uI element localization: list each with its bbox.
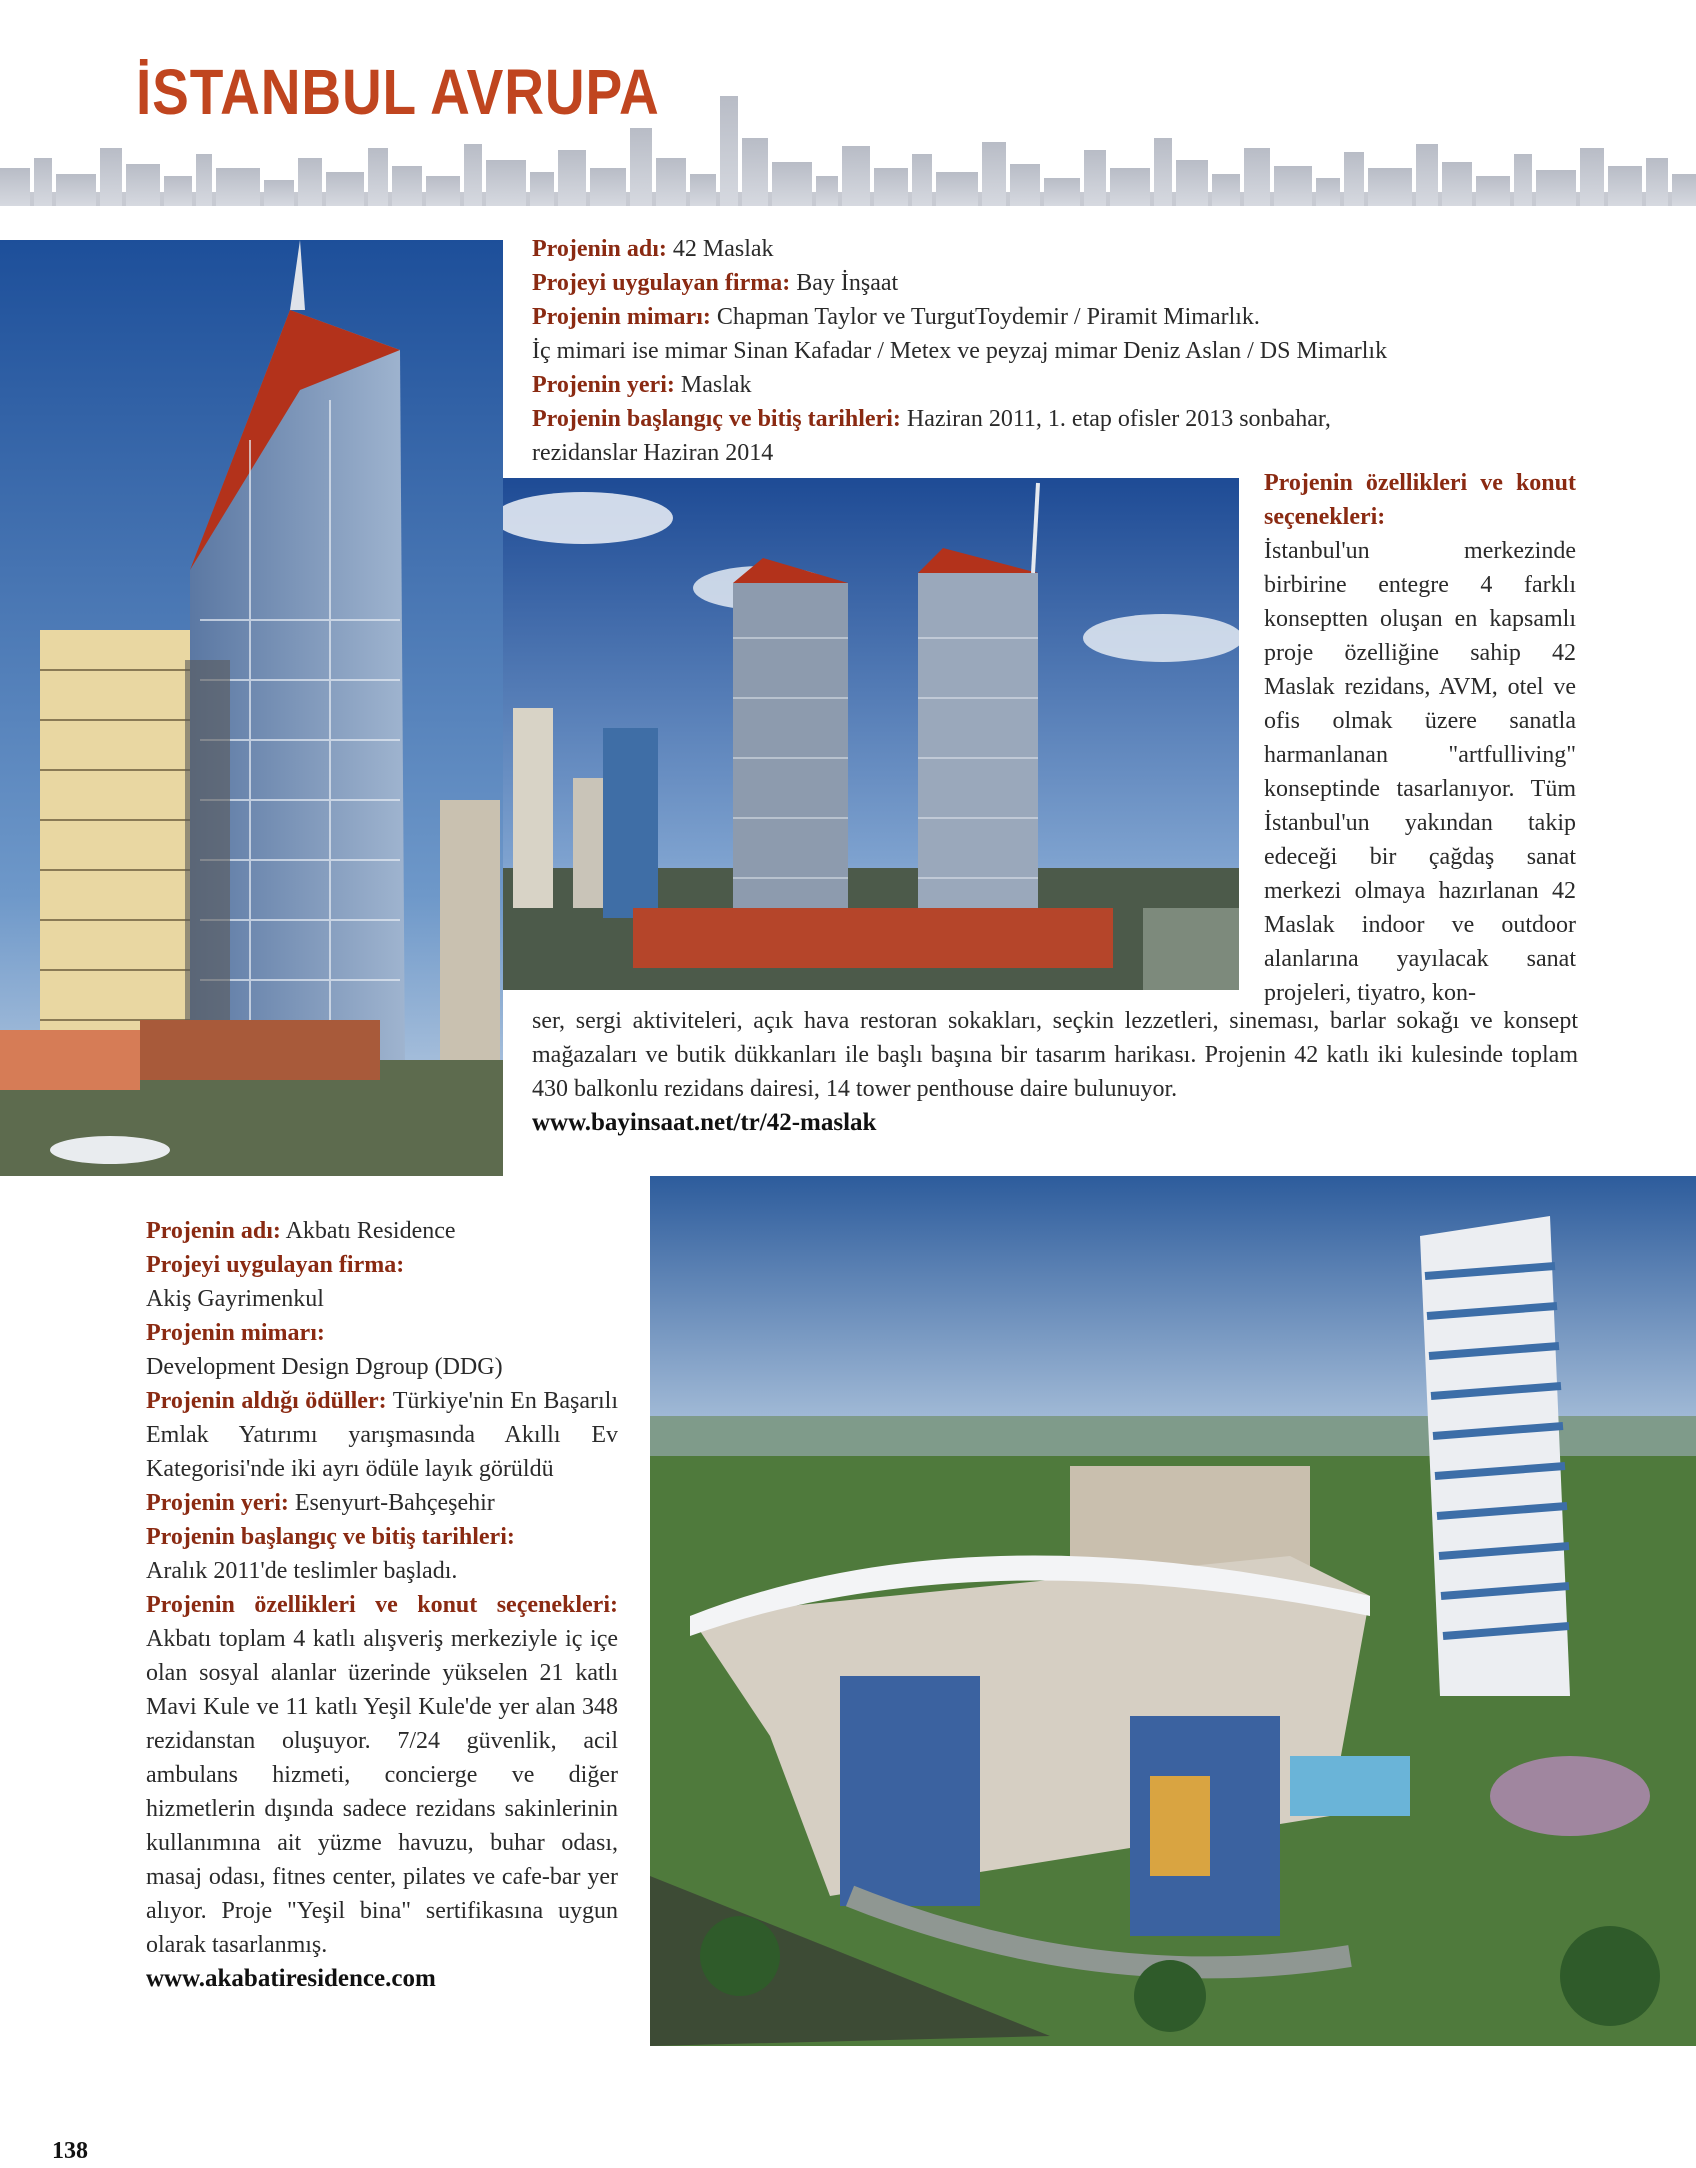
project1-url-link[interactable]: www.bayinsaat.net/tr/42-maslak (532, 1109, 877, 1136)
project1-features-column (1264, 466, 1576, 1010)
project1-features-text: İstanbul'un merkezinde birbirine entegre 4 farklı konseptten oluşan en kapsamlı proje özelliğine sahip 42 Maslak rezidans, AVM, otel ve ofis olmak üzere sanatla harmanlanan "artfulliving" konseptinde tasarlanıyor. Tüm İstanbul'un yakından takip edeceği bir çağdaş sanat merkezi olmaya hazırlanan 42 Maslak indoor ve outdoor alanlarına yayılacak sanat projeleri, tiyatro, kon- (1264, 538, 1576, 1006)
project2-dates-label: Projenin başlangıç ve bitiş tarihleri: (146, 1524, 515, 1550)
project1-name: 42 Maslak (672, 236, 774, 262)
project1-features-wide (532, 1004, 1578, 1140)
project2-awards: Türkiye'nin En Başarılı Emlak Yatırımı yarışmasında Akıllı Ev Kategorisi'nde iki ayrı ödüle layık görüldü (146, 1388, 618, 1482)
akbati-complex-photo (650, 1176, 1696, 2046)
project2-name-label: Projenin adı: (146, 1218, 281, 1244)
project2-column (146, 1214, 618, 1996)
project2-architect-label: Projenin mimarı: (146, 1320, 325, 1346)
project1-firm-label: Projeyi uygulayan firma: (532, 270, 791, 296)
project2-features-label: Projenin özellikleri ve konut seçenekleri: (146, 1592, 618, 1618)
project1-dates: Haziran 2011, 1. etap ofisler 2013 sonbahar, (906, 406, 1331, 432)
project1-name-label: Projenin adı: (532, 236, 667, 262)
project2-location-label: Projenin yeri: (146, 1490, 289, 1516)
project2-url-link[interactable]: www.akabatiresidence.com (146, 1965, 436, 1992)
project2-location: Esenyurt-Bahçeşehir (294, 1490, 495, 1516)
project1-dates-line2: rezidanslar Haziran 2014 (532, 440, 774, 466)
project2-name: Akbatı Residence (285, 1218, 456, 1244)
project1-architect: Chapman Taylor ve TurgutToydemir / Piramit Mimarlık. (716, 304, 1260, 330)
project1-location-label: Projenin yeri: (532, 372, 675, 398)
tower-render-photo (0, 240, 503, 1176)
project1-features-label: Projenin özellikleri ve konut seçenekleri: (1264, 470, 1576, 530)
project1-architect-line2: İç mimari ise mimar Sinan Kafadar / Metex ve peyzaj mimar Deniz Aslan / DS Mimarlık (532, 338, 1388, 364)
project2-architect: Development Design Dgroup (DDG) (146, 1354, 503, 1380)
twin-towers-photo (503, 478, 1239, 990)
skyline-banner (0, 88, 1696, 206)
project2-awards-label: Projenin aldığı ödüller: (146, 1388, 387, 1414)
project2-dates: Aralık 2011'de teslimler başladı. (146, 1558, 458, 1584)
project1-meta (532, 232, 1672, 470)
page-number: 138 (52, 2138, 88, 2164)
project2-firm-label: Projeyi uygulayan firma: (146, 1252, 405, 1278)
project1-architect-label: Projenin mimarı: (532, 304, 711, 330)
project1-firm: Bay İnşaat (796, 270, 899, 296)
project1-dates-label: Projenin başlangıç ve bitiş tarihleri: (532, 406, 901, 432)
project1-features-wide-text: ser, sergi aktiviteleri, açık hava restoran sokakları, seçkin lezzetleri, sineması, barlar sokağı ve konsept mağazaları ve butik dükkanları ile başlı başına bir tasarım harikası. Projenin 42 katlı iki kulesinde toplam 430 balkonlu rezidans dairesi, 14 tower penthouse daire bulunuyor. (532, 1008, 1578, 1102)
section-title: İSTANBUL AVRUPA (136, 56, 660, 128)
project1-location: Maslak (680, 372, 752, 398)
project2-features: Akbatı toplam 4 katlı alışveriş merkeziyle iç içe olan sosyal alanlar üzerinde yükselen 21 katlı Mavi Kule ve 11 katlı Yeşil Kule'de yer alan 348 rezidanstan oluşuyor. 7/24 güvenlik, acil ambulans hizmeti, concierge ve diğer hizmetlerin dışında sadece rezidans sakinlerinin kullanımına ait yüzme havuzu, buhar odası, masaj odası, fitnes center, pilates ve cafe-bar yer alıyor. Proje "Yeşil bina" sertifikasına uygun olarak tasarlanmış. (146, 1626, 618, 1958)
project2-firm: Akiş Gayrimenkul (146, 1286, 324, 1312)
